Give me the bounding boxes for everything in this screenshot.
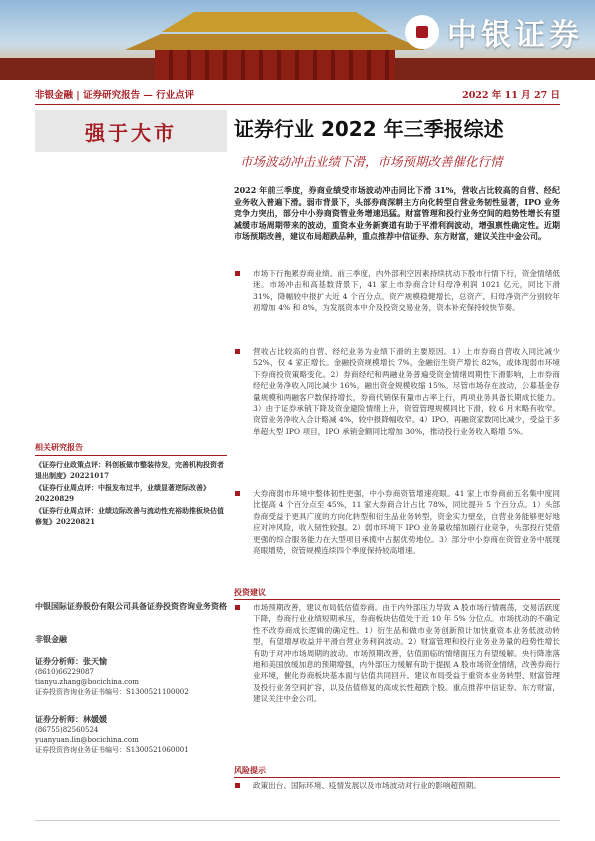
- related-report-item[interactable]: 《证券行业周点评：业绩边际改善与流动性充裕助推板块估值修复》20220821: [35, 506, 224, 526]
- analyst-phone: (8610)66229087: [35, 668, 94, 676]
- rating-box: [35, 110, 227, 152]
- analyst-card: [35, 714, 227, 755]
- palace-wall-left: [0, 58, 155, 80]
- report-title: 证券行业 2022 年三季报综述: [234, 117, 504, 141]
- analyst-card: [35, 656, 227, 697]
- bullet-square-icon: [235, 783, 240, 788]
- bullet-square-icon: [235, 491, 240, 496]
- bullet-square-icon: [235, 271, 240, 276]
- palace-roof-lower-image: [125, 34, 425, 50]
- palace-hall-image: [155, 50, 395, 80]
- related-report-item[interactable]: 《证券行业周点评：中报发布过半，业绩显著逆际改善》20220829: [35, 483, 210, 503]
- related-report-item[interactable]: 《证券行业政策点评：科创板做市整装待发，完善机构投资者退出制度》20221017: [35, 460, 224, 480]
- invest-text: 市场预期改善，建议布局低估值券商。由于内外部压力导致 A 股市场行情震荡，交易活跃度下降，券商行业业绩短期承压，券商板块估值处于近 10 年 5% 分位点。市场扰动的不确定性不改券商成长逻辑的确定性。1）衍生品和做市业务创新预计加快重资本业务低波动转型，有望增厚收益并平滑自营业务利润波动。2）财富管理和投行业务业务量的趋势性增长有助于对冲市场周期的波动。市场预期改善，估值面临的情绪面压力有望缓解。央行降准落地和美国放缓加息的预期增强，内外部压力缓解有助于提振 A 股市场资金情绪，改善券商行业环境，催化券商板块基本面与估值共同回升。建议布局受益于重资本业务转型、财富管理及投行业务空间扩容，以及估值修复的高成长性超跌个股。重点推荐中信证券、东方财富，建议关注中金公司。: [253, 603, 560, 704]
- analyst-email[interactable]: tianyu.zhang@bocichina.com: [35, 678, 139, 686]
- header-banner: [0, 0, 595, 80]
- rating: 强于大市: [85, 120, 177, 145]
- bullet-point: [234, 488, 560, 556]
- report-subheader: [35, 85, 560, 105]
- footer-divider: [35, 820, 560, 821]
- palace-wall-right: [395, 58, 595, 80]
- brand-name: 中银证券: [447, 18, 583, 53]
- company-name: 中银国际证券股份有限公司具备证券投资咨询业务资格: [35, 601, 227, 611]
- related-reports-title: 相关研究报告: [35, 442, 227, 456]
- bullet-text: 营收占比较高的自营、经纪业务为业绩下滑的主要原因。1）上市券商自营收入同比减少 52%，仅 4 家正增长。金融投资规模增长 7%，金融衍生资产增长 82%，或体现弱市环境下券商投资策略变化。2）券商经纪和两融业务普遍受资金情绪周期性下滑影响，上市券商经纪业务净收入同比减少 16%，融出资金规模收缩 15%。尽管市场存在波动，公募基金存量规模和两融客户数保持增长，券商代销保有量市占率上行，两项业务具备长期成长能力。3）由于证券承销下降及资金避险情绪上升，资管管理规模同比下滑，较 6 月末略有收窄。资管业务净收入合计略减 4%，较中报降幅收窄。4）IPO、再融资家数同比减少，受益于多单超大型 IPO 项目，IPO 承销金额同比增加 30%，推动投行业务收入略增 5%。: [253, 347, 560, 436]
- analyst-email[interactable]: yuanyuan.lin@bocichina.com: [35, 736, 139, 744]
- bullet-text: 市场下行拖累券商业绩。前三季度，内外部利空因素持续扰动下股市行情下行，资金情绪低迷。市场冲击和高基数背景下，41 家上市券商合计归母净利润 1021 亿元，同比下滑 31%，降幅较中报扩大近 4 个百分点。资产规模稳健增长，总资产、归母净资产分别较年初增加 4% 和 8%，为发展资本中介及投资交易业务，资本补充保持较快节奏。: [253, 269, 560, 313]
- bullet-point: [234, 780, 560, 791]
- boc-logo-icon: [405, 15, 439, 49]
- bullet-point: [234, 602, 560, 705]
- analyst-name: 证券分析师：张天愉: [35, 656, 107, 666]
- summary-paragraph: 2022 年前三季度，券商业绩受市场波动冲击同比下滑 31%，营收占比较高的自营、经纪业务收入普遍下滑。弱市背景下，头部券商深耕主方向化转型自营业务韧性显著，IPO 业务竞争力突出，部分中小券商资管业务增速迅猛。财富管理和投行业务空间的趋势性增长有望减缓市场周期带来的波动，重资本业务新赛道有助于平滑利润波动，增强禀性确定性。近期市场预期改善，建议布局超跌品种，重点推荐中信证券、东方财富，建议关注中金公司。: [234, 185, 560, 242]
- sector-label: 非银金融: [35, 634, 67, 644]
- report-subtitle: 市场波动冲击业绩下滑，市场预期改善催化行情: [240, 154, 503, 169]
- risk-text: 政策出台、国际环境、疫情发展以及市场波动对行业的影响超预期。: [253, 781, 481, 790]
- analyst-phone: (86755)82560524: [35, 726, 99, 734]
- report-type: 非银金融 | 证券研究报告 — 行业点评: [35, 90, 195, 101]
- analyst-cert: 证券投资咨询业务证书编号：S1300521100002: [35, 688, 189, 696]
- invest-section-title: 投资建议: [234, 587, 560, 600]
- related-reports: [35, 442, 227, 528]
- brand: [405, 10, 583, 54]
- analyst-name: 证券分析师：林媛媛: [35, 714, 107, 724]
- bullet-square-icon: [235, 349, 240, 354]
- bullet-point: [234, 346, 560, 437]
- bullet-point: [234, 268, 560, 314]
- bullet-text: 大券商弱市环境中整体韧性更强，中小券商资管增速亮眼。41 家上市券商前五名集中度同比提高 4 个百分点至 45%，11 家大券商合计占比 78%，同比提升 5 个百分点。1）头部券商受益于更具广度的方向化转型和衍生品业务转型，资金实力壁垒，自营业务能够更好地应对冲风险，收入韧性较强。2）弱市环境下 IPO 业务量收缩加剧行业竞争，头部投行凭借更强的综合服务能力在大型项目承揽中占据优势地位。3）部分中小券商在资管业务中展现亮眼增势，资管规模连续四个季度保持较高增速。: [253, 489, 560, 556]
- palace-roof-image: [140, 12, 410, 32]
- risk-section-title: 风险提示: [234, 765, 560, 778]
- bullet-square-icon: [235, 605, 240, 610]
- report-date: 2022 年 11 月 27 日: [462, 90, 560, 101]
- analyst-cert: 证券投资咨询业务证书编号：S1300521060001: [35, 746, 189, 754]
